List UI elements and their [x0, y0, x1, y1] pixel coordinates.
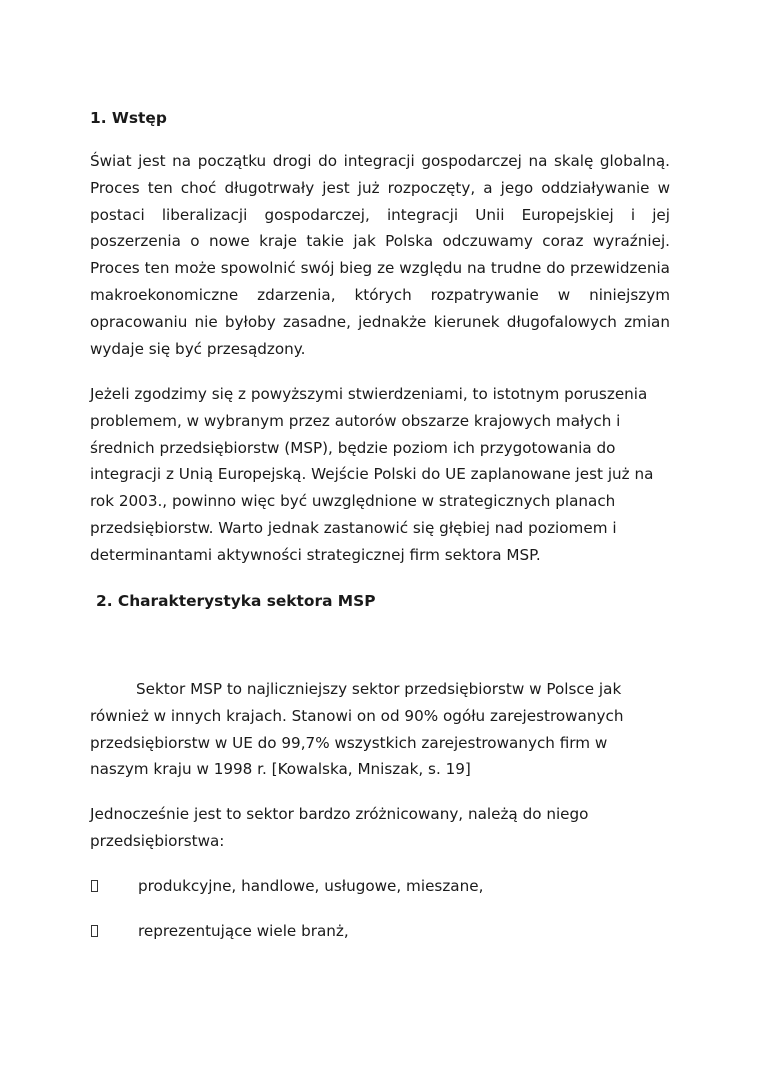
- section-2-paragraph-1: Sektor MSP to najliczniejszy sektor przedsiębiorstw w Polsce jak również w innych krajach. Stanowi on od 90% ogółu zarejestrowanych przedsiębiorstw w UE do 99,7% wszystkich zarejestrowanych firm w naszym kraju w 1998 r. [Kowalska, Mniszak, s. 19]: [90, 680, 624, 779]
- section-2-heading: 2. Charakterystyka sektora MSP: [96, 592, 376, 610]
- section-1-paragraph-2: Jeżeli zgodzimy się z powyższymi stwierdzeniami, to istotnym poruszenia problemem, w wybranym przez autorów obszarze krajowych małych i średnich przedsiębiorstw (MSP), będzie poziom ich przygotowania do integracji z Unią Europejską. Wejście Polski do UE zaplanowane jest już na rok 2003., powinno więc być uwzględnione w strategicznych planach przedsiębiorstw. Warto jednak zastanowić się głębiej nad poziomem i determinantami aktywności strategicznej firm sektora MSP.: [90, 385, 654, 564]
- section-1-heading: 1. Wstęp: [90, 109, 167, 127]
- bullet-marker-icon: [90, 876, 138, 897]
- bullet-item: [90, 921, 670, 942]
- bullet-text: reprezentujące wiele branż,: [138, 922, 349, 940]
- bullet-text: produkcyjne, handlowe, usługowe, mieszane,: [138, 877, 484, 895]
- bullet-marker-icon: [90, 921, 138, 942]
- bullet-item: [90, 876, 670, 897]
- section-2-paragraph-2: Jednocześnie jest to sektor bardzo zróżnicowany, należą do niego przedsiębiorstwa:: [90, 805, 589, 850]
- section-1-paragraph-1: Świat jest na początku drogi do integracji gospodarczej na skalę globalną. Proces ten choć długotrwały jest już rozpoczęty, a jego oddziaływanie w postaci liberalizacji gospodarczej, integracji Unii Europejskiej i jej poszerzenia o nowe kraje takie jak Polska odczuwamy coraz wyraźniej. Proces ten może spowolnić swój bieg ze względu na trudne do przewidzenia makroekonomiczne zdarzenia, których rozpatrywanie w niniejszym opracowaniu nie byłoby zasadne, jednakże kierunek długofalowych zmian wydaje się być przesądzony.: [90, 152, 670, 358]
